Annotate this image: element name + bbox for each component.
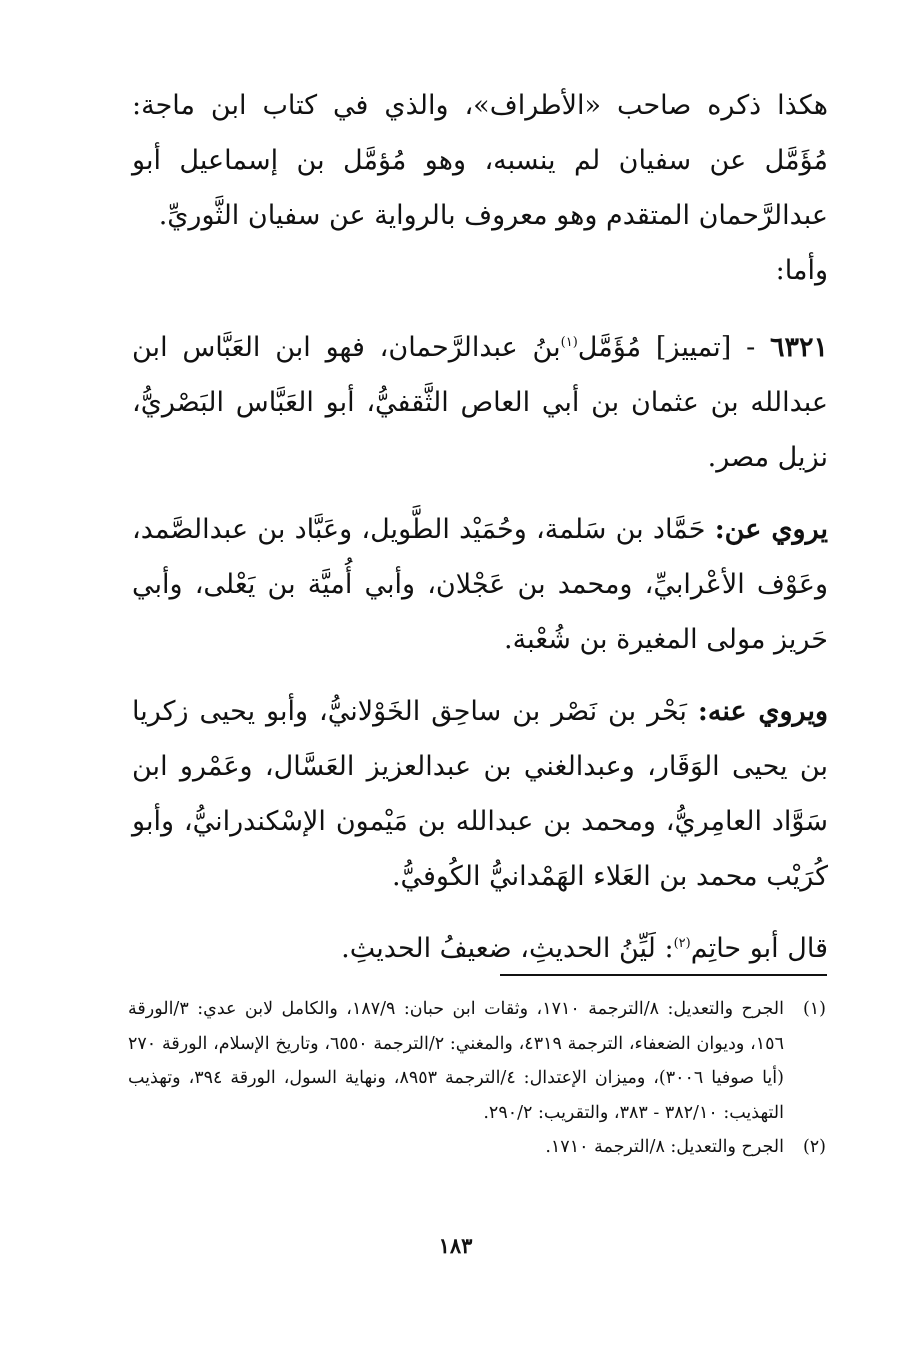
narrated-by-label: ويروي عنه: xyxy=(697,696,828,727)
footnotes-section xyxy=(128,992,826,1165)
intro-paragraph: هكذا ذكره صاحب «الأطراف»، والذي في كتاب ابن ماجة: مُؤَمَّل عن سفيان لم ينسبه، وهو مُؤمَّل بن إسماعيل أبو عبدالرَّحمان المتقدم وهو معروف بالرواية عن سفيان الثَّوريِّ. xyxy=(132,90,828,231)
narrated-by-text: بَحْر بن نَصْر بن ساحِق الخَوْلانيُّ، وأبو يحيى زكريا بن يحيى الوَقَار، وعبدالغني بن عبدالعزيز العَسَّال، وعَمْرو ابن سَوَّاد العامِريُّ، ومحمد بن عبدالله بن مَيْمون الإسْكندرانيُّ، وأبو كُرَيْب محمد بن العَلاء الهَمْدانيُّ الكُوفيُّ. xyxy=(132,696,828,892)
footnote-number: (٢) xyxy=(802,1137,826,1157)
footnote-ref-1[interactable]: (١) xyxy=(560,335,578,350)
footnote-2 xyxy=(128,1130,826,1165)
footnote-1 xyxy=(128,992,826,1130)
footnote-ref-2[interactable]: (٢) xyxy=(673,936,691,951)
transition-line: وأما: xyxy=(775,255,828,286)
entry-tag: [تمييز] xyxy=(655,332,732,363)
footnote-text: الجرح والتعديل: ٨/الترجمة ١٧١٠، وثقات ابن حبان: ١٨٧/٩، والكامل لابن عدي: ٣/الورقة ١٥٦، وديوان الضعفاء، الترجمة ٤٣١٩، والمغني: ٢/الترجمة ٦٥٥٠، وتاريخ الإسلام، الورقة ٢٧٠ (أيا صوفيا ٣٠٠٦)، وميزان الإعتدال: ٤/الترجمة ٨٩٥٣، ونهاية السول، الورقة ٣٩٤، وتهذيب التهذيب: ٣٨٢/١٠ - ٣٨٣، والتقريب: ٢٩٠/٢. xyxy=(128,999,784,1123)
narrated-by-paragraph xyxy=(132,684,828,904)
narrates-from-label: يروي عن: xyxy=(714,514,828,545)
footnote-number: (١) xyxy=(802,999,826,1019)
entry-description: بنُ عبدالرَّحمان، فهو ابن العَبَّاس ابن عبدالله بن عثمان بن أبي العاص الثَّقفيُّ، أبو العَبَّاس البَصْريُّ، نزيل مصر. xyxy=(132,332,828,473)
entry-heading-paragraph xyxy=(132,320,828,485)
entry-name: مُؤَمَّل xyxy=(577,332,642,363)
entry-number: ٦٣٢١ xyxy=(769,332,828,363)
narrates-from-text: حَمَّاد بن سَلمة، وحُمَيْد الطَّويل، وعَبَّاد بن عبدالصَّمد، وعَوْف الأعْرابيِّ، ومحمد بن عَجْلان، وأبي أُميَّة بن يَعْلى، وأبي حَريز مولى المغيرة بن شُعْبة. xyxy=(132,514,828,655)
footnote-text: الجرح والتعديل: ٨/الترجمة ١٧١٠. xyxy=(545,1137,784,1157)
verdict-text: : لَيِّنُ الحديثِ، ضعيفُ الحديثِ. xyxy=(341,933,674,964)
footnote-separator xyxy=(500,974,827,976)
entry-dash: - xyxy=(731,332,770,363)
verdict-paragraph xyxy=(132,921,828,976)
main-text xyxy=(132,78,828,976)
narrates-from-paragraph xyxy=(132,502,828,667)
verdict-speaker: قال أبو حاتِم xyxy=(690,933,828,964)
page-number: ١٨٣ xyxy=(438,1233,473,1258)
